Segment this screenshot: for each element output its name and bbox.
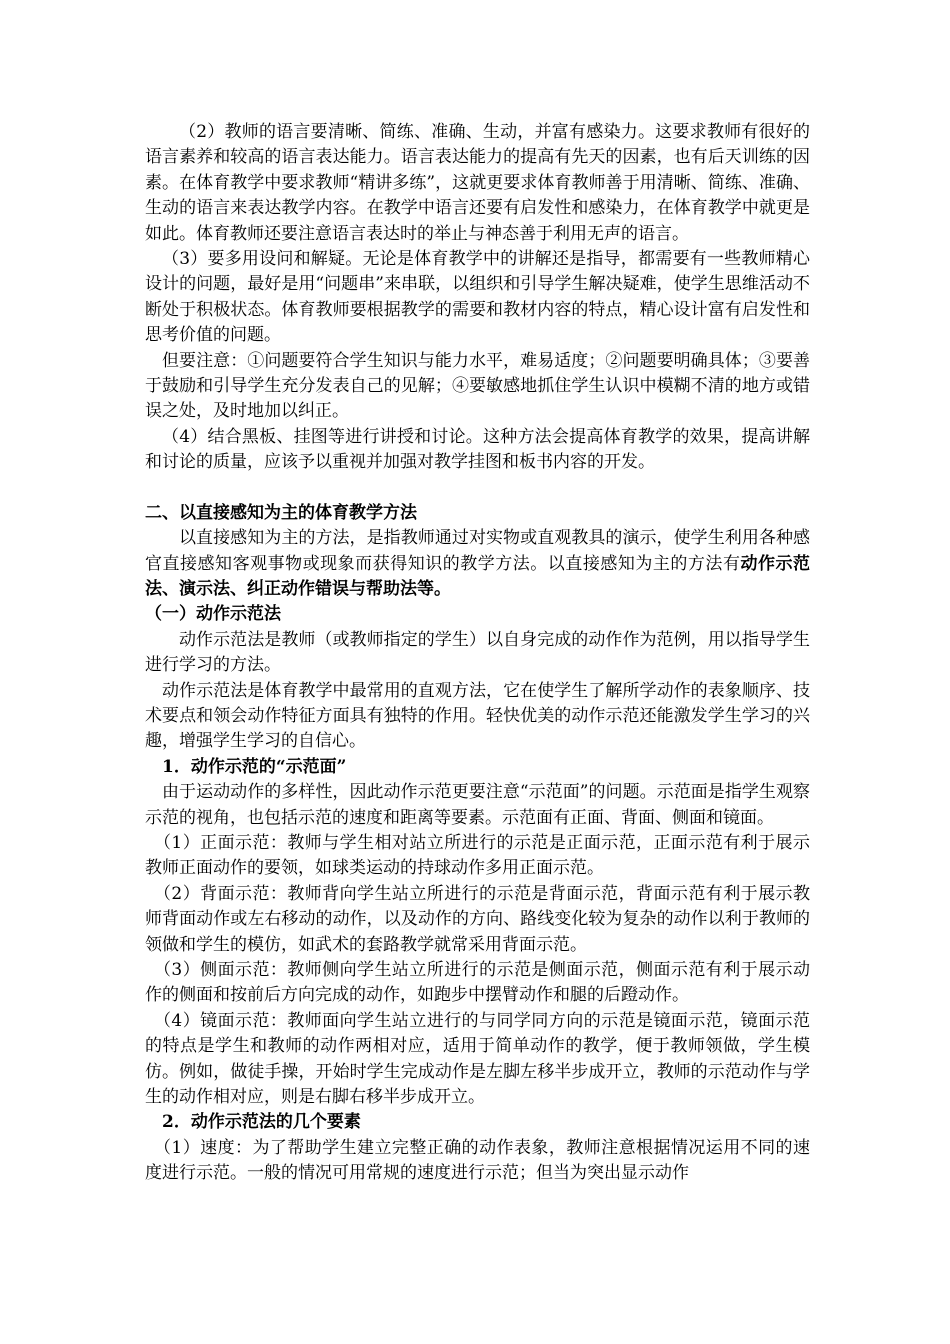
paragraph-language-clarity: （2）教师的语言要清晰、简练、准确、生动，并富有感染力。这要求教师有很好的语言素养和较高的语言表达能力。语言表达能力的提高有先天的因素，也有后天训练的因素。在体育教学中要求教师“精讲多练”，这就更要求体育教师善于用清晰、简练、准确、生动的语言来表达教学内容。在教学中语言还要有启发性和感染力，在体育教学中就更是如此。体育教师还要注意语言表达时的举止与神态善于利用无声的语言。 — [145, 122, 810, 244]
paragraph-side-demo: （3）侧面示范：教师侧向学生站立所进行的示范是侧面示范，侧面示范有利于展示动作的侧面和按前后方向完成的动作，如跑步中摆臂动作和腿的后蹬动作。 — [145, 960, 810, 1006]
section-heading-direct-perception: 二、以直接感知为主的体育教学方法 — [145, 502, 417, 523]
paragraph-front-demo: （1）正面示范：教师与学生相对站立所进行的示范是正面示范，正面示范有利于展示教师正面动作的要领，如球类运动的持球动作多用正面示范。 — [145, 832, 810, 879]
document-body — [145, 120, 810, 1187]
paragraph-demonstration-plane: 由于运动动作的多样性，因此动作示范更要注意“示范面”的问题。示范面是指学生观察示范的视角，也包括示范的速度和距离等要素。示范面有正面、背面、侧面和镜面。 — [145, 782, 810, 828]
paragraph-direct-perception — [145, 526, 810, 602]
heading-demonstration-plane: 1．动作示范的“示范面” — [162, 756, 347, 777]
paragraph-back-demo: （2）背面示范：教师背向学生站立所进行的示范是背面示范，背面示范有利于展示教师背面动作或左右移动的动作，以及动作的方向、路线变化较为复杂的动作以利于教师的领做和学生的模仿，如武术的套路教学就常采用背面示范。 — [145, 883, 810, 955]
paragraph-direct-perception-text: 以直接感知为主的方法，是指教师通过对实物或直观教具的演示，使学生利用各种感官直接感知客观事物或现象而获得知识的教学方法。以直接感知为主的方法有 — [145, 528, 810, 574]
spacer — [145, 476, 810, 501]
paragraph-blackboard: （4）结合黑板、挂图等进行讲授和讨论。这种方法会提高体育教学的效果，提高讲解和讨论的质量，应该予以重视并加强对教学挂图和板书内容的开发。 — [145, 426, 810, 473]
paragraph-demonstration-definition: 动作示范法是教师（或教师指定的学生）以自身完成的动作作为范例，用以指导学生进行学习的方法。 — [145, 629, 810, 676]
heading-demonstration-elements: 2．动作示范法的几个要素 — [162, 1112, 361, 1133]
paragraph-questioning: （3）要多用设问和解疑。无论是体育教学中的讲解还是指导，都需要有一些教师精心设计的问题，最好是用“问题串”来串联，以组织和引导学生解决疑难，使学生思维活动不断处于积极状态。体育教师要根据教学的需要和教材内容的特点，精心设计富有启发性和思考价值的问题。 — [145, 249, 810, 346]
paragraph-demonstration-role: 动作示范法是体育教学中最常用的直观方法，它在使学生了解所学动作的表象顺序、技术要点和领会动作特征方面具有独特的作用。轻快优美的动作示范还能激发学生学习的兴趣，增强学生学习的自信心。 — [145, 680, 810, 752]
subsection-heading-demonstration: （一）动作示范法 — [145, 604, 281, 625]
paragraph-notes: 但要注意：①问题要符合学生知识与能力水平，难易适度；②问题要明确具体；③要善于鼓励和引导学生充分发表自己的见解；④要敏感地抓住学生认识中模糊不清的地方或错误之处，及时地加以纠正。 — [145, 350, 810, 422]
paragraph-direct-perception-methods: 动作示范法、演示法、纠正动作错误与帮助法等。 — [145, 553, 811, 599]
paragraph-mirror-demo: （4）镜面示范：教师面向学生站立进行的与同学同方向的示范是镜面示范，镜面示范的特点是学生和教师的动作两相对应，适用于简单动作的教学，便于教师领做，学生模仿。例如，做徒手操，开始时学生完成动作是左脚左移半步成开立，教师的示范动作与学生的动作相对应，则是右脚右移半步成开立。 — [145, 1010, 810, 1108]
paragraph-speed: （1）速度：为了帮助学生建立完整正确的动作表象，教师注意根据情况运用不同的速度进行示范。一般的情况可用常规的速度进行示范；但当为突出显示动作 — [145, 1137, 810, 1184]
